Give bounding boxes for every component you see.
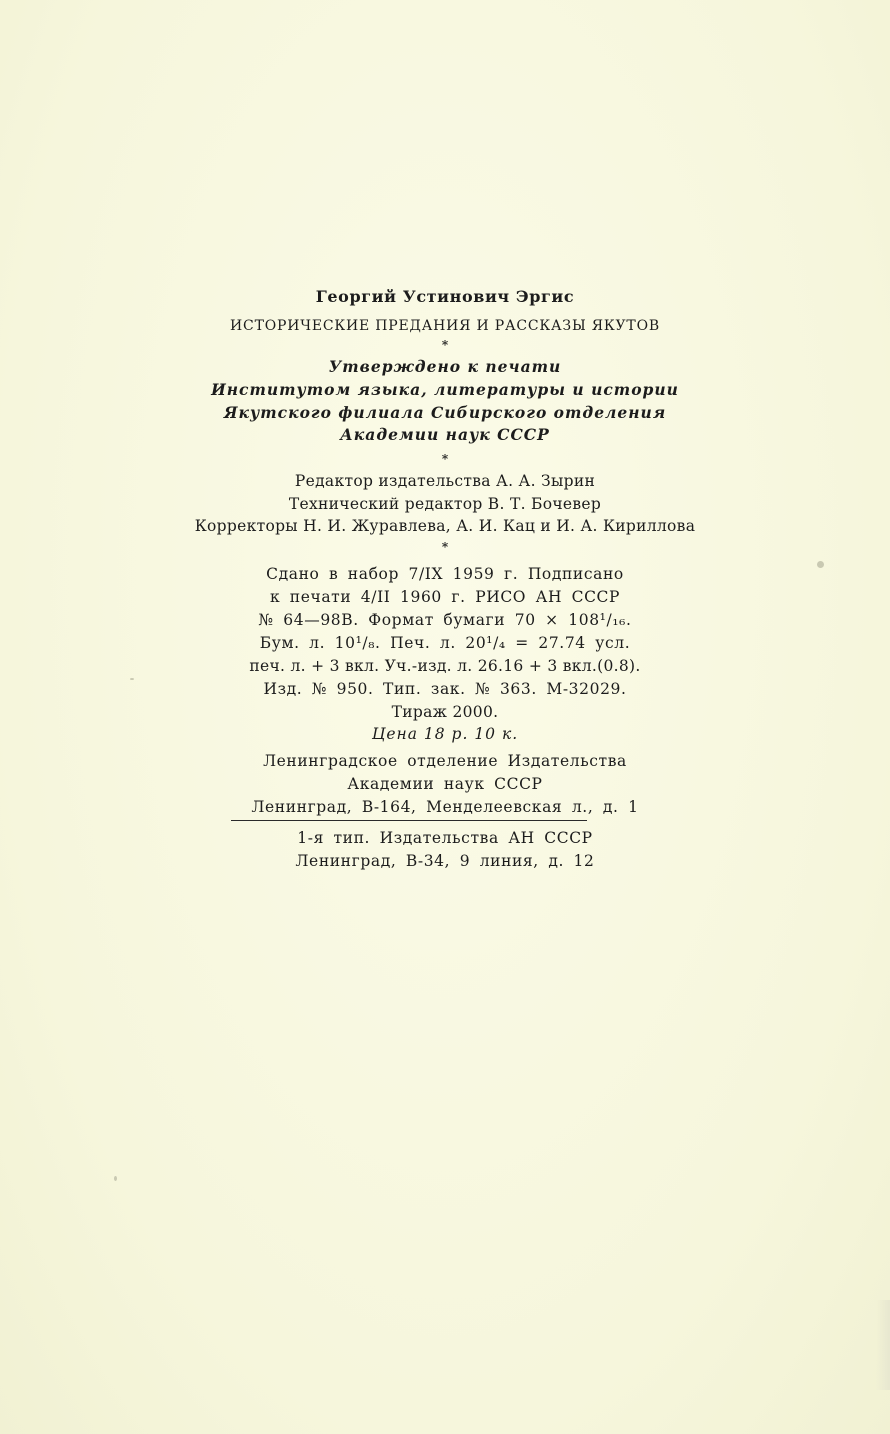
paper-speck	[114, 1176, 117, 1181]
paper-speck	[130, 678, 134, 680]
approval-line-1: Утверждено к печати	[328, 357, 562, 376]
book-title: ИСТОРИЧЕСКИЕ ПРЕДАНИЯ И РАССКАЗЫ ЯКУТОВ	[230, 318, 660, 334]
price: Цена 18 р. 10 к.	[371, 725, 519, 743]
print-run: Тираж 2000.	[391, 703, 499, 721]
publisher-line-2: Академии наук СССР	[347, 775, 543, 793]
proofreaders: Корректоры Н. И. Журавлева, А. И. Кац и И. А. Кириллова	[194, 517, 696, 535]
approval-line-2: Институтом языка, литературы и истории	[211, 380, 679, 399]
approval-line-4: Академии наук СССР	[340, 425, 550, 444]
divider-rule	[231, 820, 587, 821]
imprint-line-2: к печати 4/II 1960 г. РИСО АН СССР	[269, 588, 621, 606]
publisher-editor: Редактор издательства А. А. Зырин	[294, 472, 596, 490]
publisher-line-1: Ленинградское отделение Издательства	[263, 752, 627, 770]
separator-star: *	[441, 540, 449, 554]
imprint-line-6: Изд. № 950. Тип. зак. № 363. М-32029.	[263, 680, 627, 698]
approval-line-3: Якутского филиала Сибирского отделения	[223, 403, 667, 422]
printer-line-1: 1-я тип. Издательства АН СССР	[297, 829, 593, 847]
publisher-address: Ленинград, В-164, Менделеевская л., д. 1	[251, 798, 639, 816]
page-edge-shadow	[876, 1300, 890, 1390]
imprint-line-1: Сдано в набор 7/IX 1959 г. Подписано	[266, 565, 624, 583]
separator-star: *	[441, 452, 449, 466]
technical-editor: Технический редактор В. Т. Бочевер	[288, 495, 602, 513]
author-name: Георгий Устинович Эргис	[315, 287, 575, 306]
separator-star: *	[441, 338, 449, 352]
imprint-line-3: № 64—98В. Формат бумаги 70 × 108¹/₁₆.	[258, 611, 632, 629]
imprint-line-5: печ. л. + 3 вкл. Уч.-изд. л. 26.16 + 3 вкл.(0.8).	[249, 657, 641, 675]
paper-speck	[817, 561, 824, 568]
imprint-line-4: Бум. л. 10¹/₈. Печ. л. 20¹/₄ = 27.74 усл.	[259, 634, 631, 652]
printer-line-2: Ленинград, В-34, 9 линия, д. 12	[295, 852, 595, 870]
